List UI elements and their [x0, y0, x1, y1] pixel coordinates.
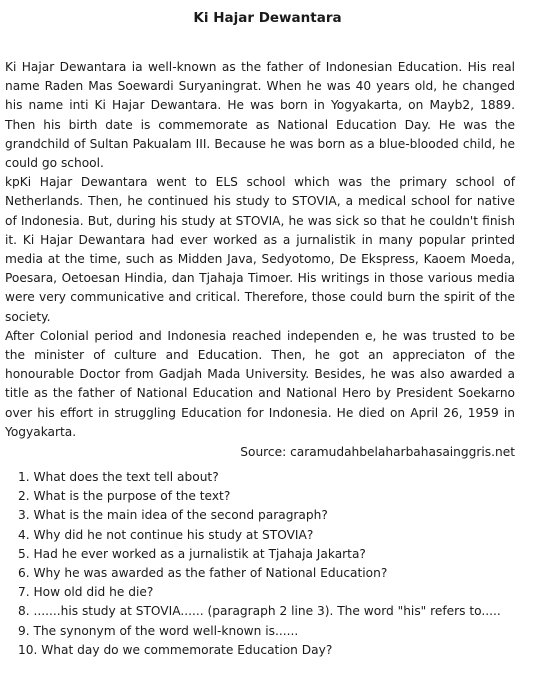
paragraph-3: After Colonial period and Indonesia reached independen e, he was trusted to be the minister of culture and Education. Then, he got an appreciaton of the honourable Doctor from Gadjah Mada University. Besides, he was also awarded a title as the father of National Education and National Hero by President Soekarno over his effort in struggling Education for Indonesia. He died on April 26, 1959 in Yogyakarta. [5, 328, 515, 439]
question-item: 6. Why he was awarded as the father of National Education? [18, 566, 388, 581]
question-item: 8. .......his study at STOVIA...... (paragraph 2 line 3). The word "his" refers to..... [18, 604, 501, 619]
question-item: 7. How old did he die? [18, 585, 154, 600]
question-list [18, 468, 518, 660]
question-item: 4. Why did he not continue his study at STOVIA? [18, 527, 314, 542]
question-item: 3. What is the main idea of the second paragraph? [18, 508, 328, 523]
source-citation: Source: caramudahbelaharbahasainggris.net [240, 445, 515, 460]
document-title: Ki Hajar Dewantara [193, 10, 342, 26]
paragraph-2: kpKi Hajar Dewantara went to ELS school which was the primary school of Netherlands. Then, he continued his study to STOVIA, a medical school for native of Indonesia. But, during his study at STOVIA, he was sick so that he couldn't finish it. Ki Hajar Dewantara had ever worked as a jurnalistik in many popular printed media at the time, such as Midden Java, Sedyotomo, De Ekspress, Kaoem Moeda, Poesara, Oetoesan Hindia, dan Tjahaja Timoer. His writings in those various media were very communicative and critical. Therefore, those could burn the spirit of the society. [5, 175, 515, 324]
question-item: 2. What is the purpose of the text? [18, 489, 231, 504]
question-item: 9. The synonym of the word well-known is...... [18, 623, 299, 638]
question-item: 10. What day do we commemorate Education Day? [18, 642, 333, 657]
reading-text [5, 58, 515, 462]
question-item: 5. Had he ever worked as a jurnalistik at Tjahaja Jakarta? [18, 546, 366, 561]
paragraph-1: Ki Hajar Dewantara ia well-known as the father of Indonesian Education. His real name Raden Mas Soewardi Suryaningrat. When he was 40 years old, he changed his name inti Ki Hajar Dewantara. He was born in Yogyakarta, on Mayb2, 1889. Then his birth date is commemorate as National Education Day. He was the grandchild of Sultan Pakualam III. Because he was born as a blue-blooded child, he could go school. [5, 60, 515, 171]
question-item: 1. What does the text tell about? [18, 470, 219, 484]
